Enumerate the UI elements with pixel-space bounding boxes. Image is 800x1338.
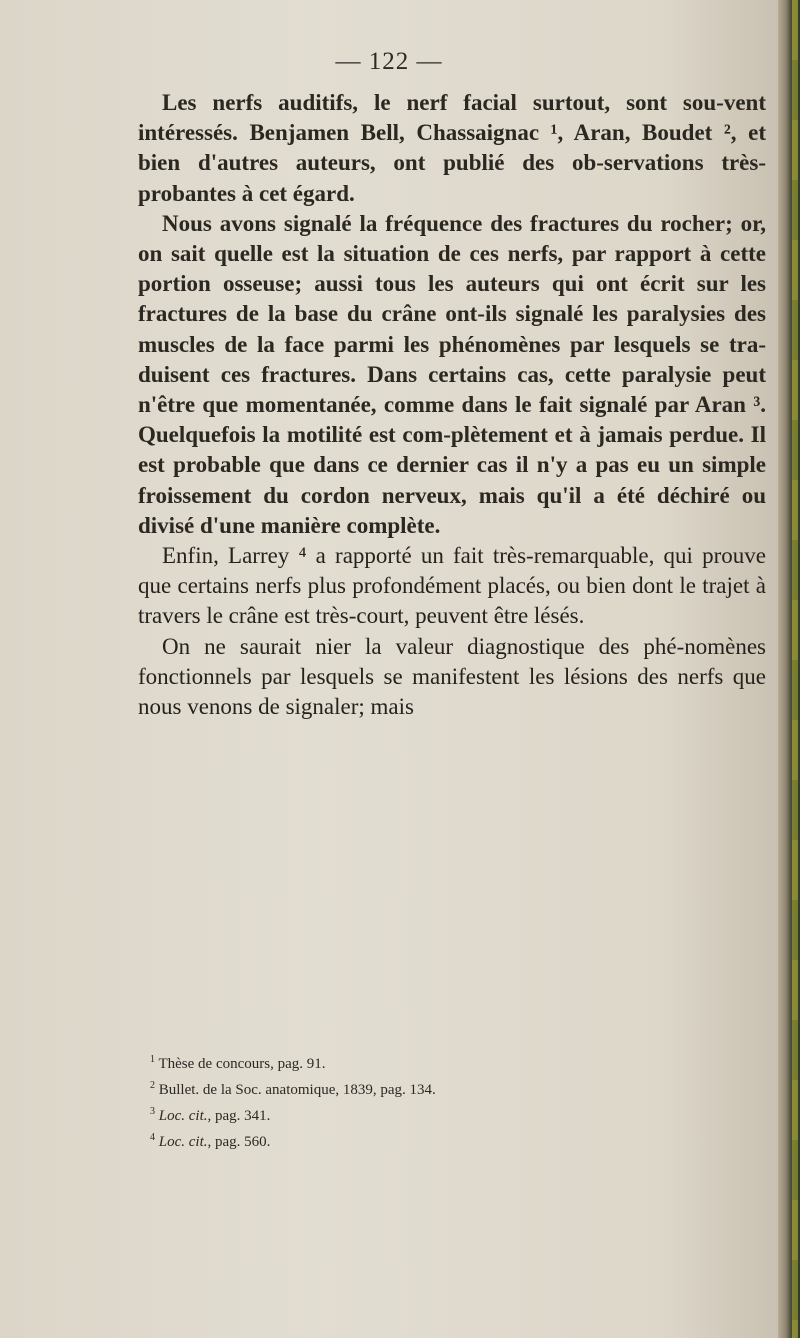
footnote-1 [150,1049,570,1075]
footnote-2 [150,1075,570,1101]
paragraph-3: Enfin, Larrey ⁴ a rapporté un fait très-remarquable, qui prouve que certains nerfs plus profondément placés, ou bien dont le trajet à travers le crâne est très-court, peuvent être lésés. [138,543,766,629]
page-number: — 122 — [335,48,443,75]
footnote-reference: Loc. cit. [158,1134,208,1150]
footnote-4 [150,1127,570,1153]
footnote-text: Thèse de concours, pag. 91. [158,1056,326,1072]
footnote-reference: Loc. cit. [158,1108,208,1124]
footnote-3 [150,1101,570,1127]
paragraph-2: Nous avons signalé la fréquence des fractures du rocher; or, on sait quelle est la situation de ces nerfs, par rapport à cette portion osseuse; aussi tous les auteurs qui ont écrit sur les fractures de la base du crâne ont-ils signalé les paralysies des muscles de la face parmi les phénomènes par lesquels se tra-duisent ces fractures. Dans certains cas, cette paralysie peut n'être que momentanée, comme dans le fait signalé par Aran ³. Quelquefois la motilité est com-plètement et à jamais perdue. Il est probable que dans ce dernier cas il n'y a pas eu un simple froissement du cordon nerveux, mais qu'il a été déchiré ou divisé d'une manière complète. [138,210,766,538]
footnotes [150,1049,570,1153]
footnote-number: 1 [150,1054,155,1065]
paragraph-1: Les nerfs auditifs, le nerf facial surtout, sont sou-vent intéressés. Benjamen Bell, Chassaignac ¹, Aran, Boudet ², et bien d'autres auteurs, ont publié des ob-servations très-probantes à cet égard. [138,90,766,206]
footnote-text: , pag. 560. [207,1134,271,1150]
body-text [138,88,766,722]
book-spine-edge [778,0,800,1338]
footnote-number: 3 [150,1106,155,1117]
footnote-number: 4 [150,1132,155,1143]
footnote-text: Bullet. de la Soc. anatomique, 1839, pag. 134. [158,1082,436,1098]
footnote-number: 2 [150,1080,155,1091]
footnote-text: , pag. 341. [207,1108,271,1124]
paragraph-4: On ne saurait nier la valeur diagnostique des phé-nomènes fonctionnels par lesquels se manifestent les lésions des nerfs que nous venons de signaler; mais [138,633,766,720]
